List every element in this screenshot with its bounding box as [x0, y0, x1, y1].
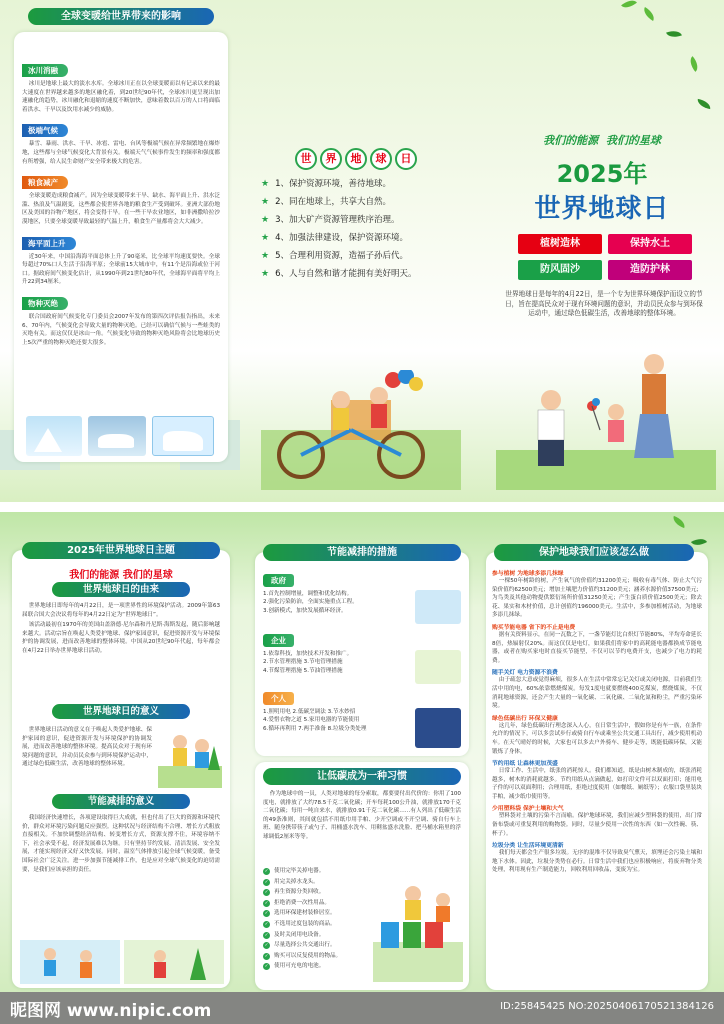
- measure-item: 4.节煤管理措施 5.节油管理措施: [263, 667, 343, 674]
- impact-text: 联合国政府间气候变化专门委员会2007年发布的第四次评估报告指出，未来6、70年内，气候变化会导致大量的物种灭绝。已经可以确信气候与一些蛙类的灭绝有关。而这仅仅是冰山一角。气候变化导致的物种灭绝风险将会比地球历史上5次严重的物种灭绝还要大很多。: [22, 313, 220, 346]
- impact-section: [22, 118, 220, 166]
- measure-item: 2.强化污染防治，全面实施重点工程。: [263, 599, 358, 606]
- factory-illustration: [415, 650, 461, 684]
- recycling-illustration: [373, 872, 463, 982]
- banner-char: 球: [370, 148, 392, 170]
- origin-body: [22, 602, 220, 656]
- habit-item-text: 拒绝消费一次性用品。: [274, 899, 330, 906]
- habit-item: [263, 940, 373, 951]
- impact-label: 粮食减产: [22, 176, 68, 189]
- action-head: 少用塑料袋 保护土壤和大气: [492, 806, 564, 813]
- earth-day-banner-text: [295, 148, 417, 170]
- impact-text: 暴雪、暴雨、洪水、干旱、冰雹、雷电、台风等极端气候在异常频繁地在爆炸地，这些都与全球气候变化大背景有关。极端天气气候事件发生的频率和强度都有所增强，给人民生命财产安全带来极大的危害。: [22, 141, 220, 165]
- cover-intro: 世界地球日是每年的4月22日，是一个专为世界环境保护而设立的节日，旨在提高民众对于现有环境问题的意识，并动员民众参与到环保运动中，通过绿色低碳生活，改善地球的整体环境。: [505, 290, 703, 318]
- origin-text: 世界地球日即每年的4月22日，是一项世界性的环境保护活动。2009年第63届联合国大会决议将每年的4月22日定为“世界地球日”。: [22, 603, 220, 618]
- image-id: ID:25845425 NO:20250406170521384126: [500, 1001, 714, 1012]
- saving-title: 节能减排的意义: [52, 794, 190, 809]
- measure-group: [263, 568, 461, 624]
- measure-list: [263, 590, 415, 624]
- list-item-text: 6、人与自然和谐才能拥有美好明天。: [275, 269, 417, 279]
- origin-text: 该活动最初在1970年的美国由盖洛德·尼尔森和丹尼斯·海斯发起，随后影响越来越大。活动宗旨在唤起人类爱护地球、保护家园意识，促进资源开发与环境保护的协调发展，进而改善地球的整体环境。中国从20世纪90年代起，每年都会在4月22日举办世界地球日活动。: [22, 622, 220, 654]
- star-icon: ★: [261, 233, 270, 243]
- saving-text: 我国经济快速增长，各项建设取得巨大成就，但也付出了巨大的资源和环境代价，群众对环境污染问题反应强烈。这种状况与经济结构不合理、增长方式粗放直接相关。不加快调整经济结构、转变增长方式，资源支撑不住，环境容纳不下，社会承受不起，经济发展难以为继。只有坚持节约发展、清洁发展、安全发展，才能实现经济又好又快发展。同时，温室气体排放引起全球气候变暖，备受国际社会广泛关注。进一步加强节能减排工作，也是应对全球气候变化的迫切需要，是我们应该承担的责任。: [22, 815, 220, 873]
- check-icon: ✓: [264, 900, 269, 906]
- list-item: [261, 232, 471, 245]
- leaf-decoration: [686, 56, 701, 72]
- star-icon: ★: [261, 251, 270, 261]
- impact-label: 物种灭绝: [22, 297, 68, 310]
- habit-item-text: 使用可充电的电池。: [274, 963, 325, 970]
- banner-char: 界: [320, 148, 342, 170]
- habit-item: [263, 908, 373, 919]
- leaf-decoration: [666, 28, 682, 40]
- measure-group: [263, 628, 461, 684]
- habit-item-text: 用完关掉水龙头。: [274, 878, 319, 885]
- action-text: 一棵50年树龄的树，产生氧气的价值约31200美元；吸收有毒气体、防止大气污染价值约62500美元；增加土壤肥力价值约31200美元；涵养水源价值37500美元；为鸟类及其他动物提供繁衍场所价值31250美元；产生蛋白质价值2500美元；除去花、果实和木材价值，总计创值约196000美元。生活中，多参加植树活动，为地球多添几抹绿。: [492, 578, 703, 619]
- impact-label: 海平面上升: [22, 237, 76, 250]
- actions-card: [486, 547, 708, 990]
- origin-title: 世界地球日的由来: [52, 582, 190, 597]
- measure-item: 2.节水管理措施 3.节电管理措施: [263, 659, 343, 666]
- star-icon: ★: [261, 197, 270, 207]
- action-text: 塑料袋对土壤的污染不言而喻。保护地球环境，我们应减少塑料袋的使用，出门常备布袋或可重复利用的购物袋。同时，尽量少使用一次性的东西（如一次性碗、筷、杯子）。: [492, 813, 702, 837]
- action-block: [492, 713, 702, 756]
- check-icon: ✓: [264, 911, 269, 917]
- action-block: [492, 803, 702, 838]
- impacts-card: [14, 11, 228, 462]
- habit-item: [263, 887, 373, 898]
- panel-actions: [482, 512, 724, 992]
- action-head: 垃圾分类 让生活环境更清新: [492, 843, 564, 850]
- star-icon: ★: [261, 179, 270, 189]
- iceberg-illustration: [152, 416, 214, 456]
- cover-tag: 保持水土: [608, 234, 692, 254]
- earth-day-list: [261, 178, 471, 286]
- list-item: [261, 268, 471, 281]
- action-text: 日常工作、生活中，纸张的消耗惊人。我们都知道，纸是由树木制成的，纸张消耗越多，树木的消耗就越多。节约用纸从点滴做起，如打印文件可以双面打印；能用电子件的可以双面利用；合理用纸，拒绝过度使用（如餐纸、厕纸等）；衣服口袋里装块手帕，减少纸巾使用等。: [492, 768, 702, 800]
- measure-item: 6.循环再利用 7.两手准备 8.垃圾分类处理: [263, 725, 367, 732]
- impact-section: [22, 231, 220, 287]
- action-head: 节约用纸 让森林更加茂盛: [492, 761, 558, 768]
- habit-item: [263, 919, 373, 930]
- night-lamp-illustration: [415, 708, 461, 748]
- measure-item: 3.创新模式，加快发展循环经济。: [263, 607, 347, 614]
- check-icon: ✓: [264, 964, 269, 970]
- impact-text: 近30年来，中国沿海海平面总体上升了90毫米，比全球平均速度要快。全球每超过70%口人生活于沿海平原；全球前15大城市中，有11个是沿海或位于河口。据政府间气候变化估计，从1990年到21世纪80年代，全球海平面将平均上升22到34厘米。: [22, 253, 220, 286]
- family-bicycle-illustration: [261, 370, 461, 490]
- impact-label: 冰川消融: [22, 64, 68, 77]
- wind-turbine-illustration: [415, 590, 461, 624]
- habit-item-text: 再生资源分类回收。: [274, 889, 325, 896]
- star-icon: ★: [261, 269, 270, 279]
- leaf-decoration: [696, 99, 711, 109]
- check-icon: ✓: [264, 943, 269, 949]
- earth-day-banner: [295, 148, 417, 170]
- action-text: 据有关资料显示，在同一瓦数之下，一盏节能灯比白炽灯节能80%，平均寿命延长8倍，热辐射仅20%。而这仅仅是电灯，如果我们将家中的高耗能电器都换成节能电器，或者在购买家电时直接买节能型，不仅可以节约电费开支，也减少了电力的耗费。: [492, 631, 702, 664]
- check-icon: ✓: [264, 869, 269, 874]
- theme-card: [12, 545, 230, 988]
- measure-group: [263, 686, 461, 748]
- impact-section: [22, 170, 220, 226]
- cover-tag: 造防护林: [608, 260, 692, 280]
- action-block: [492, 840, 702, 875]
- measure-group-label: 政府: [263, 574, 294, 587]
- habit-card: [255, 762, 469, 990]
- leaf-decoration: [691, 535, 707, 549]
- actions-title: 保护地球我们应该怎么做: [494, 544, 694, 561]
- action-text: 这几年，绿色低碳出行理念深入人心，在日常生活中，假如你是有车一族，在条件允许的情况下，可以多尝试步行或骑自行车或乘坐公共交通工具出行，减少使用机动车。在天气晴好的时候，大家也可以多去户外骑车、健步走等，既能低碳环保，又能锻炼了身体。: [492, 722, 702, 755]
- measure-item: 4.爱惜衣物之道 5.家用电器的节能使用: [263, 717, 360, 724]
- people-planting-illustration: [20, 940, 224, 984]
- measure-item: 1.首先控制增量，调整和优化结构。: [263, 591, 353, 597]
- habit-item-text: 及时关闭用电设备。: [274, 931, 325, 938]
- panel-warming-impacts: [0, 0, 241, 502]
- check-icon: ✓: [264, 953, 269, 959]
- cover-tag: 防风固沙: [518, 260, 602, 280]
- meaning-text: 世界地球日活动的意义在于唤起人类爱护地球、保护家园的意识，促进资源开发与环境保护的协调发展，进而改善地球的整体环境。提高民众对于现有环境问题的意识，并动员民众参与到环境保护运动中，通过绿色低碳生活，改善地球的整体环境。: [22, 727, 152, 768]
- measures-title: 节能减排的措施: [263, 544, 461, 561]
- habit-item: [263, 961, 373, 972]
- action-text: 由于疏忽大意或觉得麻烦，很多人在生活中常常忘记关灯或关闭电源，目前我们生活中用的电，60%依靠燃烧煤炭。每发1度电就要燃烧400克煤炭，燃烧煤炭，不仅消耗地球资源，还会产生大量的一氧化碳、二氧化碳、二氧化氮和粉尘，严重污染环境。: [492, 677, 702, 710]
- check-icon: ✓: [264, 890, 269, 896]
- measure-list: [263, 650, 415, 684]
- theme-slogan: 我们的能源 我们的星球: [69, 570, 173, 581]
- habit-item: [263, 951, 373, 962]
- measures-card: [255, 547, 469, 756]
- panel-theme: [0, 512, 241, 992]
- leaf-decoration: [671, 516, 687, 528]
- banner-char: 地: [345, 148, 367, 170]
- habit-item-text: 选用环保建材装修居室。: [274, 910, 336, 917]
- theme-title: 2025年世界地球日主题: [22, 542, 220, 559]
- banner-char: 世: [295, 148, 317, 170]
- check-icon: ✓: [264, 879, 269, 885]
- habit-item: [263, 866, 373, 877]
- meaning-title: 世界地球日的意义: [52, 704, 190, 719]
- melting-ice-illustration: [88, 416, 146, 456]
- list-item-text: 5、合理利用资源，造福子孙后代。: [275, 251, 408, 261]
- impact-label: 极端气候: [22, 124, 68, 137]
- cover-main-title: 世界地球日: [534, 194, 670, 224]
- action-block: [492, 758, 702, 801]
- impact-text: 全球变暖造成粮食减产。因为全球变暖带来干旱、缺水、海平面上升、洪水泛滥、热浪及气温剧变，这些都会使世界各地的粮食生产受到破坏。亚洲大部份地区及美国的谷物产地区，将会变得干旱。在一些干旱农业地区，如非洲撒哈拉沙漠地区，只要全球变暖导致最轻的气温上升，粮食生产量都将会大大减少。: [22, 193, 220, 225]
- brochure-inside: [0, 512, 724, 992]
- action-head: 随手关灯 电力资源不浪费: [492, 670, 558, 677]
- habit-item: [263, 877, 373, 888]
- banner-title: [295, 148, 417, 170]
- sheet-divider: [0, 502, 724, 512]
- list-item: [261, 178, 471, 191]
- measure-item: 1.依靠科技，加快技术开发和推广。: [263, 651, 353, 657]
- watermark-bar: [0, 992, 724, 1024]
- habit-item: [263, 898, 373, 909]
- action-head: 参与植树 为地球多添几抹绿: [492, 571, 564, 577]
- habit-item-text: 使用完毕关掉电器。: [274, 868, 325, 874]
- action-head: 绿色低碳出行 环保又健康: [492, 715, 558, 722]
- action-head: 购买节能电器 省下的不止是电费: [492, 624, 576, 631]
- list-item-text: 4、加强法律建设，保护资源环境。: [275, 233, 408, 243]
- action-text: 我们每天都会生产很多垃圾。无序的混堆不仅导致臭气熏天，填埋还会污染土壤和地下水体。因此，垃圾分类势在必行。日常生活中我们也应积极响应，将废弃物分类处理，利用现有生产制造能力，回收利用回收品，变废为宝。: [492, 850, 702, 874]
- star-icon: ★: [261, 215, 270, 225]
- habit-item: [263, 930, 373, 941]
- habit-item-text: 不选用过度包装的商品。: [274, 920, 336, 927]
- habit-list: [263, 866, 373, 972]
- glacier-illustration: [26, 416, 82, 456]
- action-block: [492, 568, 702, 620]
- family-pinwheel-illustration: [496, 340, 716, 490]
- impact-section: [22, 58, 220, 114]
- habit-item-text: 购买可以反复使用的物品。: [274, 952, 342, 959]
- impact-text: 冰川是地球上最大的淡水水库。全球冰川正在以全球变暖而以有记录以来的最大速度在世界越来越多的地区融化着，到20世纪90年代，全球冰川更呈现出加速融化的趋势，冰川融化和退缩的速度不断加快，意味着数以百万的人口将面临着洪水、干旱以及饮用水减少的威胁。: [22, 81, 220, 113]
- panel-measures: [241, 512, 482, 992]
- panel-cover: [482, 0, 724, 502]
- list-item-text: 1、保护资源环境，善待地球。: [275, 179, 391, 189]
- actions-body: [492, 568, 702, 875]
- leaf-decoration: [641, 7, 657, 21]
- impacts-title: 全球变暖给世界带来的影响: [28, 8, 214, 25]
- measure-item: 1.照明用电 2.低碳烹调法 3.节水妙招: [263, 709, 356, 715]
- cover-slogan: 我们的能源 我们的星球: [543, 134, 661, 147]
- habit-text: 作为地球中的一员，人类对地球的每分索取，都要要付出代价的：你用了100度电，就排放了大约78.5千克二氧化碳；开车每耗100公升油，就排放170千克二氧化碳；每用一吨自来水，就排放0.91千克二氧化碳……有人列出了低碳生活的49条准则，其间就包括不用纸巾用手帕、少开空调或不开空调、骑自行车上班、随身携带筷子或勺子、用桶盛水洗车、用剩盆盛水洗脸、把马桶水箱里的浮球调低2厘米等等。: [263, 791, 461, 840]
- habit-item-text: 尽量选择公共交通出行。: [274, 942, 336, 949]
- impact-section: [22, 291, 220, 347]
- list-item: [261, 214, 471, 227]
- measure-list: [263, 708, 415, 748]
- list-item-text: 3、加大矿产资源管理秩序治理。: [275, 215, 400, 225]
- impacts-body: [22, 58, 220, 351]
- action-block: [492, 622, 702, 665]
- habit-title: 让低碳成为一种习惯: [263, 768, 461, 785]
- measure-group-label: 个人: [263, 692, 294, 705]
- cover-tag: 植树造林: [518, 234, 602, 254]
- list-item: [261, 196, 471, 209]
- check-icon: ✓: [264, 932, 269, 938]
- check-icon: ✓: [264, 921, 269, 927]
- panel-earth-day-points: [241, 0, 482, 502]
- watermark-text: 昵图网 www.nipic.com: [10, 1001, 212, 1021]
- list-item-text: 2、同在地球上，共享大自然。: [275, 197, 391, 207]
- brochure-outside: [0, 0, 724, 502]
- leaf-decoration: [621, 0, 637, 12]
- kids-gardening-illustration: [158, 726, 222, 788]
- measure-group-label: 企业: [263, 634, 294, 647]
- list-item: [261, 250, 471, 263]
- action-block: [492, 667, 702, 710]
- banner-char: 日: [395, 148, 417, 170]
- cover-year: 2025年: [556, 160, 648, 188]
